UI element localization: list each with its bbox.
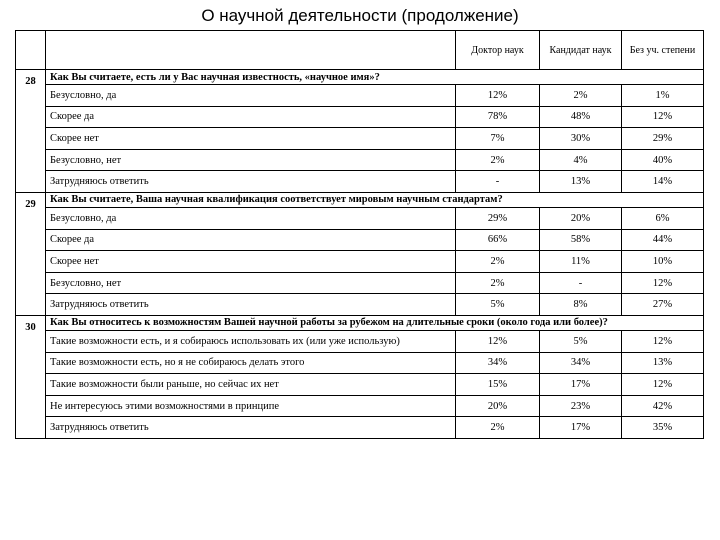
answer-value: 29% [456,207,540,229]
question-number: 28 [16,70,46,193]
answer-row [16,229,704,251]
answer-value: 35% [622,417,704,439]
answer-label: Безусловно, да [46,207,456,229]
question-row [16,192,704,207]
answer-value: 12% [456,85,540,107]
answer-value: 34% [540,352,622,374]
answer-row [16,106,704,128]
answer-label: Не интересуюсь этими возможностями в принципе [46,395,456,417]
answer-value: 2% [456,272,540,294]
answer-value: 30% [540,128,622,150]
answer-label: Безусловно, да [46,85,456,107]
answer-value: 15% [456,374,540,396]
answer-value: 12% [622,374,704,396]
answer-value: 78% [456,106,540,128]
answer-value: 13% [540,171,622,193]
answer-value: 2% [540,85,622,107]
answer-value: 17% [540,417,622,439]
answer-row [16,352,704,374]
answer-label: Такие возможности есть, но я не собираюсь делать этого [46,352,456,374]
answer-row [16,85,704,107]
answer-value: 23% [540,395,622,417]
answer-value: 12% [456,330,540,352]
answer-value: 42% [622,395,704,417]
column-header-doctor: Доктор наук [456,31,540,70]
answer-value: 4% [540,149,622,171]
answer-label: Затрудняюсь ответить [46,417,456,439]
answer-value: 27% [622,294,704,316]
question-text: Как Вы относитесь к возможностям Вашей научной работы за рубежом на длительные сроки (около года или более)? [46,315,704,330]
answer-value: 12% [622,272,704,294]
answer-value: - [540,272,622,294]
answer-label: Затрудняюсь ответить [46,171,456,193]
header-row [16,31,704,70]
answer-row [16,374,704,396]
answer-value: 2% [456,251,540,273]
question-text: Как Вы считаете, Ваша научная квалификация соответствует мировым научным стандартам? [46,192,704,207]
answer-label: Скорее нет [46,128,456,150]
answer-value: 12% [622,330,704,352]
answer-label: Безусловно, нет [46,149,456,171]
answer-label: Такие возможности были раньше, но сейчас их нет [46,374,456,396]
answer-value: 2% [456,149,540,171]
column-header-no-degree: Без уч. степени [622,31,704,70]
answer-label: Скорее да [46,106,456,128]
answer-value: - [456,171,540,193]
answer-row [16,128,704,150]
answer-value: 17% [540,374,622,396]
answer-row [16,417,704,439]
question-row [16,70,704,85]
answer-row [16,207,704,229]
answer-label: Такие возможности есть, и я собираюсь использовать их (или уже использую) [46,330,456,352]
answer-value: 12% [622,106,704,128]
answer-value: 20% [456,395,540,417]
answer-value: 29% [622,128,704,150]
answer-row [16,149,704,171]
answer-value: 1% [622,85,704,107]
column-header-candidate: Кандидат наук [540,31,622,70]
answer-value: 44% [622,229,704,251]
answer-value: 7% [456,128,540,150]
answer-value: 11% [540,251,622,273]
answer-value: 20% [540,207,622,229]
answer-value: 66% [456,229,540,251]
header-blank-cell [16,31,46,70]
answer-label: Скорее нет [46,251,456,273]
answer-label: Скорее да [46,229,456,251]
page-title: О научной деятельности (продолжение) [201,6,519,25]
answer-value: 34% [456,352,540,374]
answer-value: 48% [540,106,622,128]
answer-value: 14% [622,171,704,193]
question-number: 29 [16,192,46,315]
question-number: 30 [16,315,46,438]
question-row [16,315,704,330]
answer-value: 8% [540,294,622,316]
answer-row [16,171,704,193]
answer-value: 5% [540,330,622,352]
header-blank-cell [46,31,456,70]
question-text: Как Вы считаете, есть ли у Вас научная известность, «научное имя»? [46,70,704,85]
answer-value: 6% [622,207,704,229]
answer-value: 13% [622,352,704,374]
answer-row [16,272,704,294]
answer-value: 40% [622,149,704,171]
answer-value: 58% [540,229,622,251]
answer-row [16,330,704,352]
survey-table [15,30,704,439]
answer-row [16,395,704,417]
answer-value: 10% [622,251,704,273]
answer-value: 2% [456,417,540,439]
answer-label: Затрудняюсь ответить [46,294,456,316]
answer-label: Безусловно, нет [46,272,456,294]
answer-row [16,294,704,316]
answer-row [16,251,704,273]
answer-value: 5% [456,294,540,316]
